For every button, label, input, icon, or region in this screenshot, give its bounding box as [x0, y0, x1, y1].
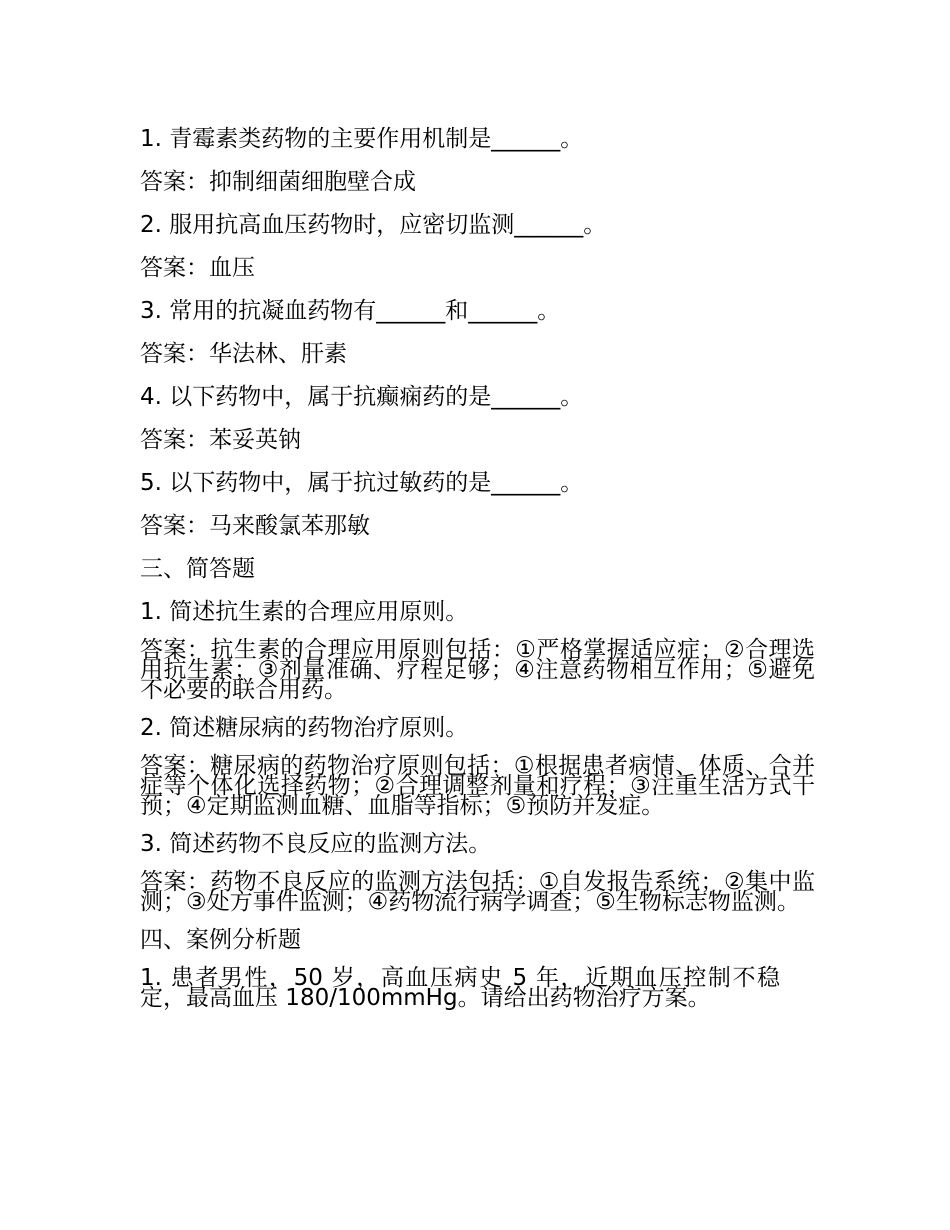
- answer-text: 答案：苯妥英钠: [140, 427, 301, 453]
- short-answer-section: [140, 554, 815, 915]
- question-text: 3. 常用的抗凝血药物有______和______。: [140, 298, 561, 324]
- question-text: 4. 以下药物中，属于抗癫痫药的是______。: [140, 384, 584, 410]
- question-text: 1. 简述抗生素的合理应用原则。: [140, 599, 469, 625]
- question-text: 2. 简述糖尿病的药物治疗原则。: [140, 715, 469, 741]
- question-text: 1. 青霉素类药物的主要作用机制是______。: [140, 126, 584, 152]
- answer-text: 答案：药物不良反应的监测方法包括：①自发报告系统；②集中监测；③处方事件监测；④药物流行病学调查；⑤生物标志物监测。: [140, 869, 815, 915]
- section-heading: 三、简答题: [140, 556, 255, 582]
- answer-text: 答案：糖尿病的药物治疗原则包括：①根据患者病情、体质、合并症等个体化选择药物；②合理调整剂量和疗程；③注重生活方式干预；④定期监测血糖、血脂等指标；⑤预防并发症。: [140, 753, 815, 819]
- answer-text: 答案：马来酸氯苯那敏: [140, 513, 370, 539]
- answer-text: 答案：血压: [140, 255, 255, 281]
- question-text: 5. 以下药物中，属于抗过敏药的是______。: [140, 470, 584, 496]
- question-text: 2. 服用抗高血压药物时，应密切监测______。: [140, 212, 607, 238]
- question-text: 3. 简述药物不良反应的监测方法。: [140, 831, 492, 857]
- fill-in-section: [140, 124, 815, 541]
- document-page: [140, 124, 815, 1021]
- case-analysis-section: [140, 925, 815, 1011]
- question-text: 1. 患者男性，50 岁，高血压病史 5 年，近期血压控制不稳定，最高血压 180/100mmHg。请给出药物治疗方案。: [140, 965, 780, 1011]
- section-heading: 四、案例分析题: [140, 927, 301, 953]
- answer-text: 答案：抗生素的合理应用原则包括：①严格掌握适应症；②合理选用抗生素；③剂量准确、疗程足够；④注意药物相互作用；⑤避免不必要的联合用药。: [140, 637, 815, 703]
- answer-text: 答案：华法林、肝素: [140, 341, 347, 367]
- answer-text: 答案：抑制细菌细胞壁合成: [140, 169, 416, 195]
